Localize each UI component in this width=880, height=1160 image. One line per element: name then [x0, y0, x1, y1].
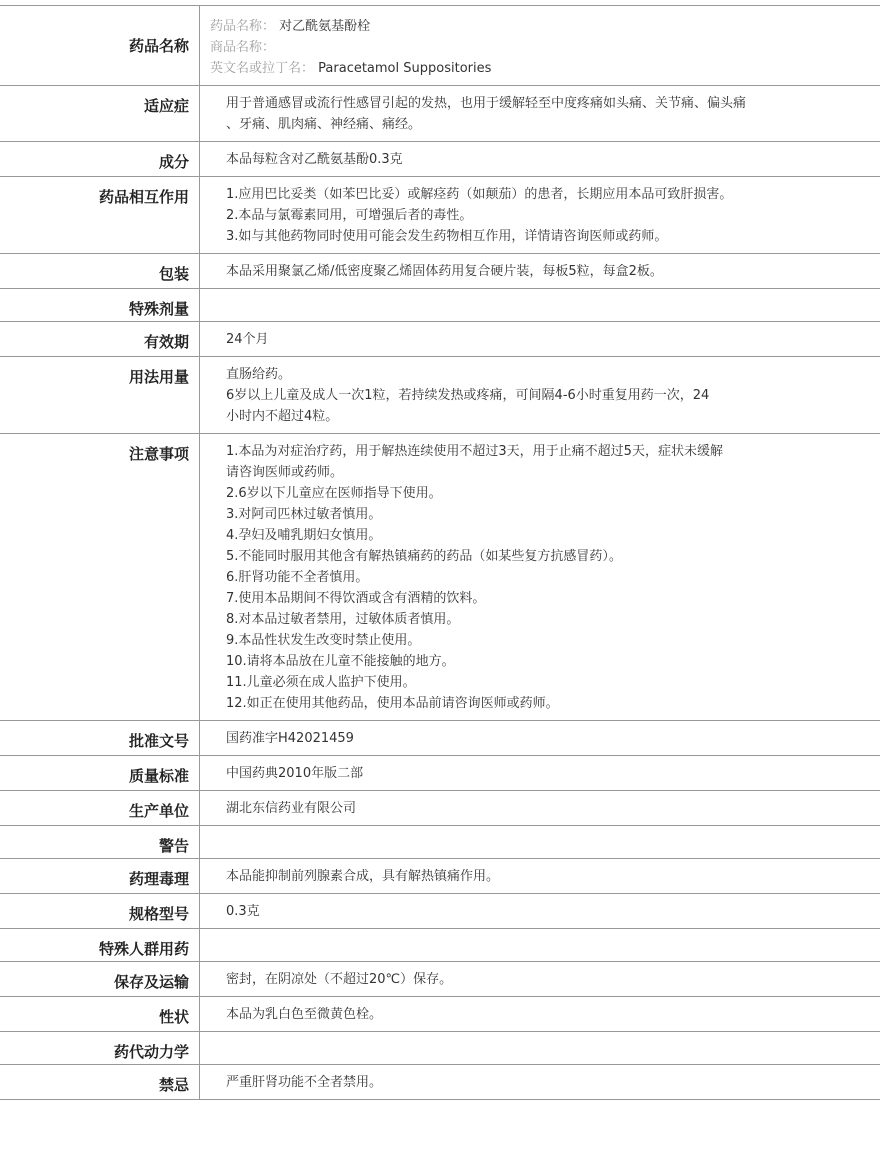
interactions-line: 2.本品与氯霉素同用，可增强后者的毒性。 — [226, 208, 473, 223]
label-special-population: 特殊人群用药 — [0, 929, 200, 961]
row-manufacturer — [0, 791, 880, 826]
row-validity — [0, 322, 880, 357]
row-storage — [0, 962, 880, 997]
english-name-line — [210, 58, 870, 79]
precautions-line: 10.请将本品放在儿童不能接触的地方。 — [226, 654, 455, 669]
indications-line: 、牙痛、肌肉痛、神经痛、痛经。 — [226, 117, 422, 132]
label-interactions: 药品相互作用 — [0, 177, 200, 253]
label-pharmacokinetics: 药代动力学 — [0, 1032, 200, 1064]
value-indications — [200, 86, 880, 141]
row-special-dosage — [0, 289, 880, 322]
precautions-line: 请咨询医师或药师。 — [226, 465, 344, 480]
row-ingredients — [0, 142, 880, 177]
row-spec — [0, 894, 880, 929]
label-storage: 保存及运输 — [0, 962, 200, 996]
row-dosage — [0, 357, 880, 434]
row-contraindications — [0, 1065, 880, 1100]
row-pharmacokinetics — [0, 1032, 880, 1065]
label-warning: 警告 — [0, 826, 200, 858]
precautions-line: 1.本品为对症治疗药，用于解热连续使用不超过3天，用于止痛不超过5天，症状未缓解 — [226, 444, 723, 459]
label-manufacturer: 生产单位 — [0, 791, 200, 825]
precautions-line: 8.对本品过敏者禁用，过敏体质者慎用。 — [226, 612, 460, 627]
value-manufacturer: 湖北东信药业有限公司 — [226, 801, 357, 816]
label-contraindications: 禁忌 — [0, 1065, 200, 1099]
precautions-line: 9.本品性状发生改变时禁止使用。 — [226, 633, 421, 648]
interactions-line: 1.应用巴比妥类（如苯巴比妥）或解痉药（如颠茄）的患者，长期应用本品可致肝损害。 — [226, 187, 733, 202]
precautions-line: 6.肝肾功能不全者慎用。 — [226, 570, 369, 585]
value-dosage — [200, 357, 880, 433]
label-approval: 批准文号 — [0, 721, 200, 755]
trade-name-line — [210, 37, 870, 58]
value-precautions — [200, 434, 880, 720]
value-storage: 密封，在阴凉处（不超过20℃）保存。 — [226, 972, 453, 987]
value-approval: 国药准字H42021459 — [226, 731, 354, 746]
interactions-line: 3.如与其他药物同时使用可能会发生药物相互作用，详情请咨询医师或药师。 — [226, 229, 668, 244]
row-drug-name — [0, 6, 880, 86]
label-ingredients: 成分 — [0, 142, 200, 176]
label-dosage: 用法用量 — [0, 357, 200, 433]
value-standard: 中国药典2010年版二部 — [226, 766, 364, 781]
value-spec: 0.3克 — [226, 904, 260, 919]
value-validity: 24个月 — [226, 332, 269, 347]
value-drug-name — [200, 6, 880, 85]
value-pharmacokinetics — [200, 1032, 880, 1064]
precautions-line: 12.如正在使用其他药品，使用本品前请咨询医师或药师。 — [226, 696, 559, 711]
generic-name-value: 对乙酰氨基酚栓 — [279, 19, 371, 34]
indications-line: 用于普通感冒或流行性感冒引起的发热，也用于缓解轻至中度疼痛如头痛、关节痛、偏头痛 — [226, 96, 747, 111]
dosage-line: 小时内不超过4粒。 — [226, 409, 339, 424]
value-ingredients: 本品每粒含对乙酰氨基酚0.3克 — [226, 152, 403, 167]
label-standard: 质量标准 — [0, 756, 200, 790]
trade-name-key: 商品名称： — [210, 40, 276, 55]
precautions-line: 3.对阿司匹林过敏者慎用。 — [226, 507, 382, 522]
generic-name-key: 药品名称： — [210, 19, 276, 34]
row-pharmacology — [0, 859, 880, 894]
label-spec: 规格型号 — [0, 894, 200, 928]
row-indications — [0, 86, 880, 142]
label-packaging: 包装 — [0, 254, 200, 288]
row-standard — [0, 756, 880, 791]
english-name-value: Paracetamol Suppositories — [318, 61, 492, 76]
value-contraindications: 严重肝肾功能不全者禁用。 — [226, 1075, 383, 1090]
precautions-line: 4.孕妇及哺乳期妇女慎用。 — [226, 528, 382, 543]
row-approval — [0, 721, 880, 756]
value-warning — [200, 826, 880, 858]
row-appearance — [0, 997, 880, 1032]
label-drug-name: 药品名称 — [0, 6, 200, 85]
row-packaging — [0, 254, 880, 289]
value-appearance: 本品为乳白色至微黄色栓。 — [226, 1007, 383, 1022]
row-warning — [0, 826, 880, 859]
label-validity: 有效期 — [0, 322, 200, 356]
dosage-line: 6岁以上儿童及成人一次1粒，若持续发热或疼痛，可间隔4-6小时重复用药一次，24 — [226, 388, 710, 403]
precautions-line: 5.不能同时服用其他含有解热镇痛药的药品（如某些复方抗感冒药）。 — [226, 549, 622, 564]
label-pharmacology: 药理毒理 — [0, 859, 200, 893]
value-special-dosage — [200, 289, 880, 321]
precautions-line: 7.使用本品期间不得饮酒或含有酒精的饮料。 — [226, 591, 486, 606]
label-appearance: 性状 — [0, 997, 200, 1031]
drug-info-table — [0, 5, 880, 1100]
value-pharmacology: 本品能抑制前列腺素合成，具有解热镇痛作用。 — [226, 869, 500, 884]
value-interactions — [200, 177, 880, 253]
row-interactions — [0, 177, 880, 254]
row-special-population — [0, 929, 880, 962]
label-precautions: 注意事项 — [0, 434, 200, 720]
english-name-key: 英文名或拉丁名： — [210, 61, 315, 76]
label-indications: 适应症 — [0, 86, 200, 141]
generic-name-line — [210, 16, 870, 37]
value-special-population — [200, 929, 880, 961]
dosage-line: 直肠给药。 — [226, 367, 292, 382]
label-special-dosage: 特殊剂量 — [0, 289, 200, 321]
value-packaging: 本品采用聚氯乙烯/低密度聚乙烯固体药用复合硬片装，每板5粒，每盒2板。 — [226, 264, 663, 279]
precautions-line: 11.儿童必须在成人监护下使用。 — [226, 675, 416, 690]
row-precautions — [0, 434, 880, 721]
precautions-line: 2.6岁以下儿童应在医师指导下使用。 — [226, 486, 442, 501]
